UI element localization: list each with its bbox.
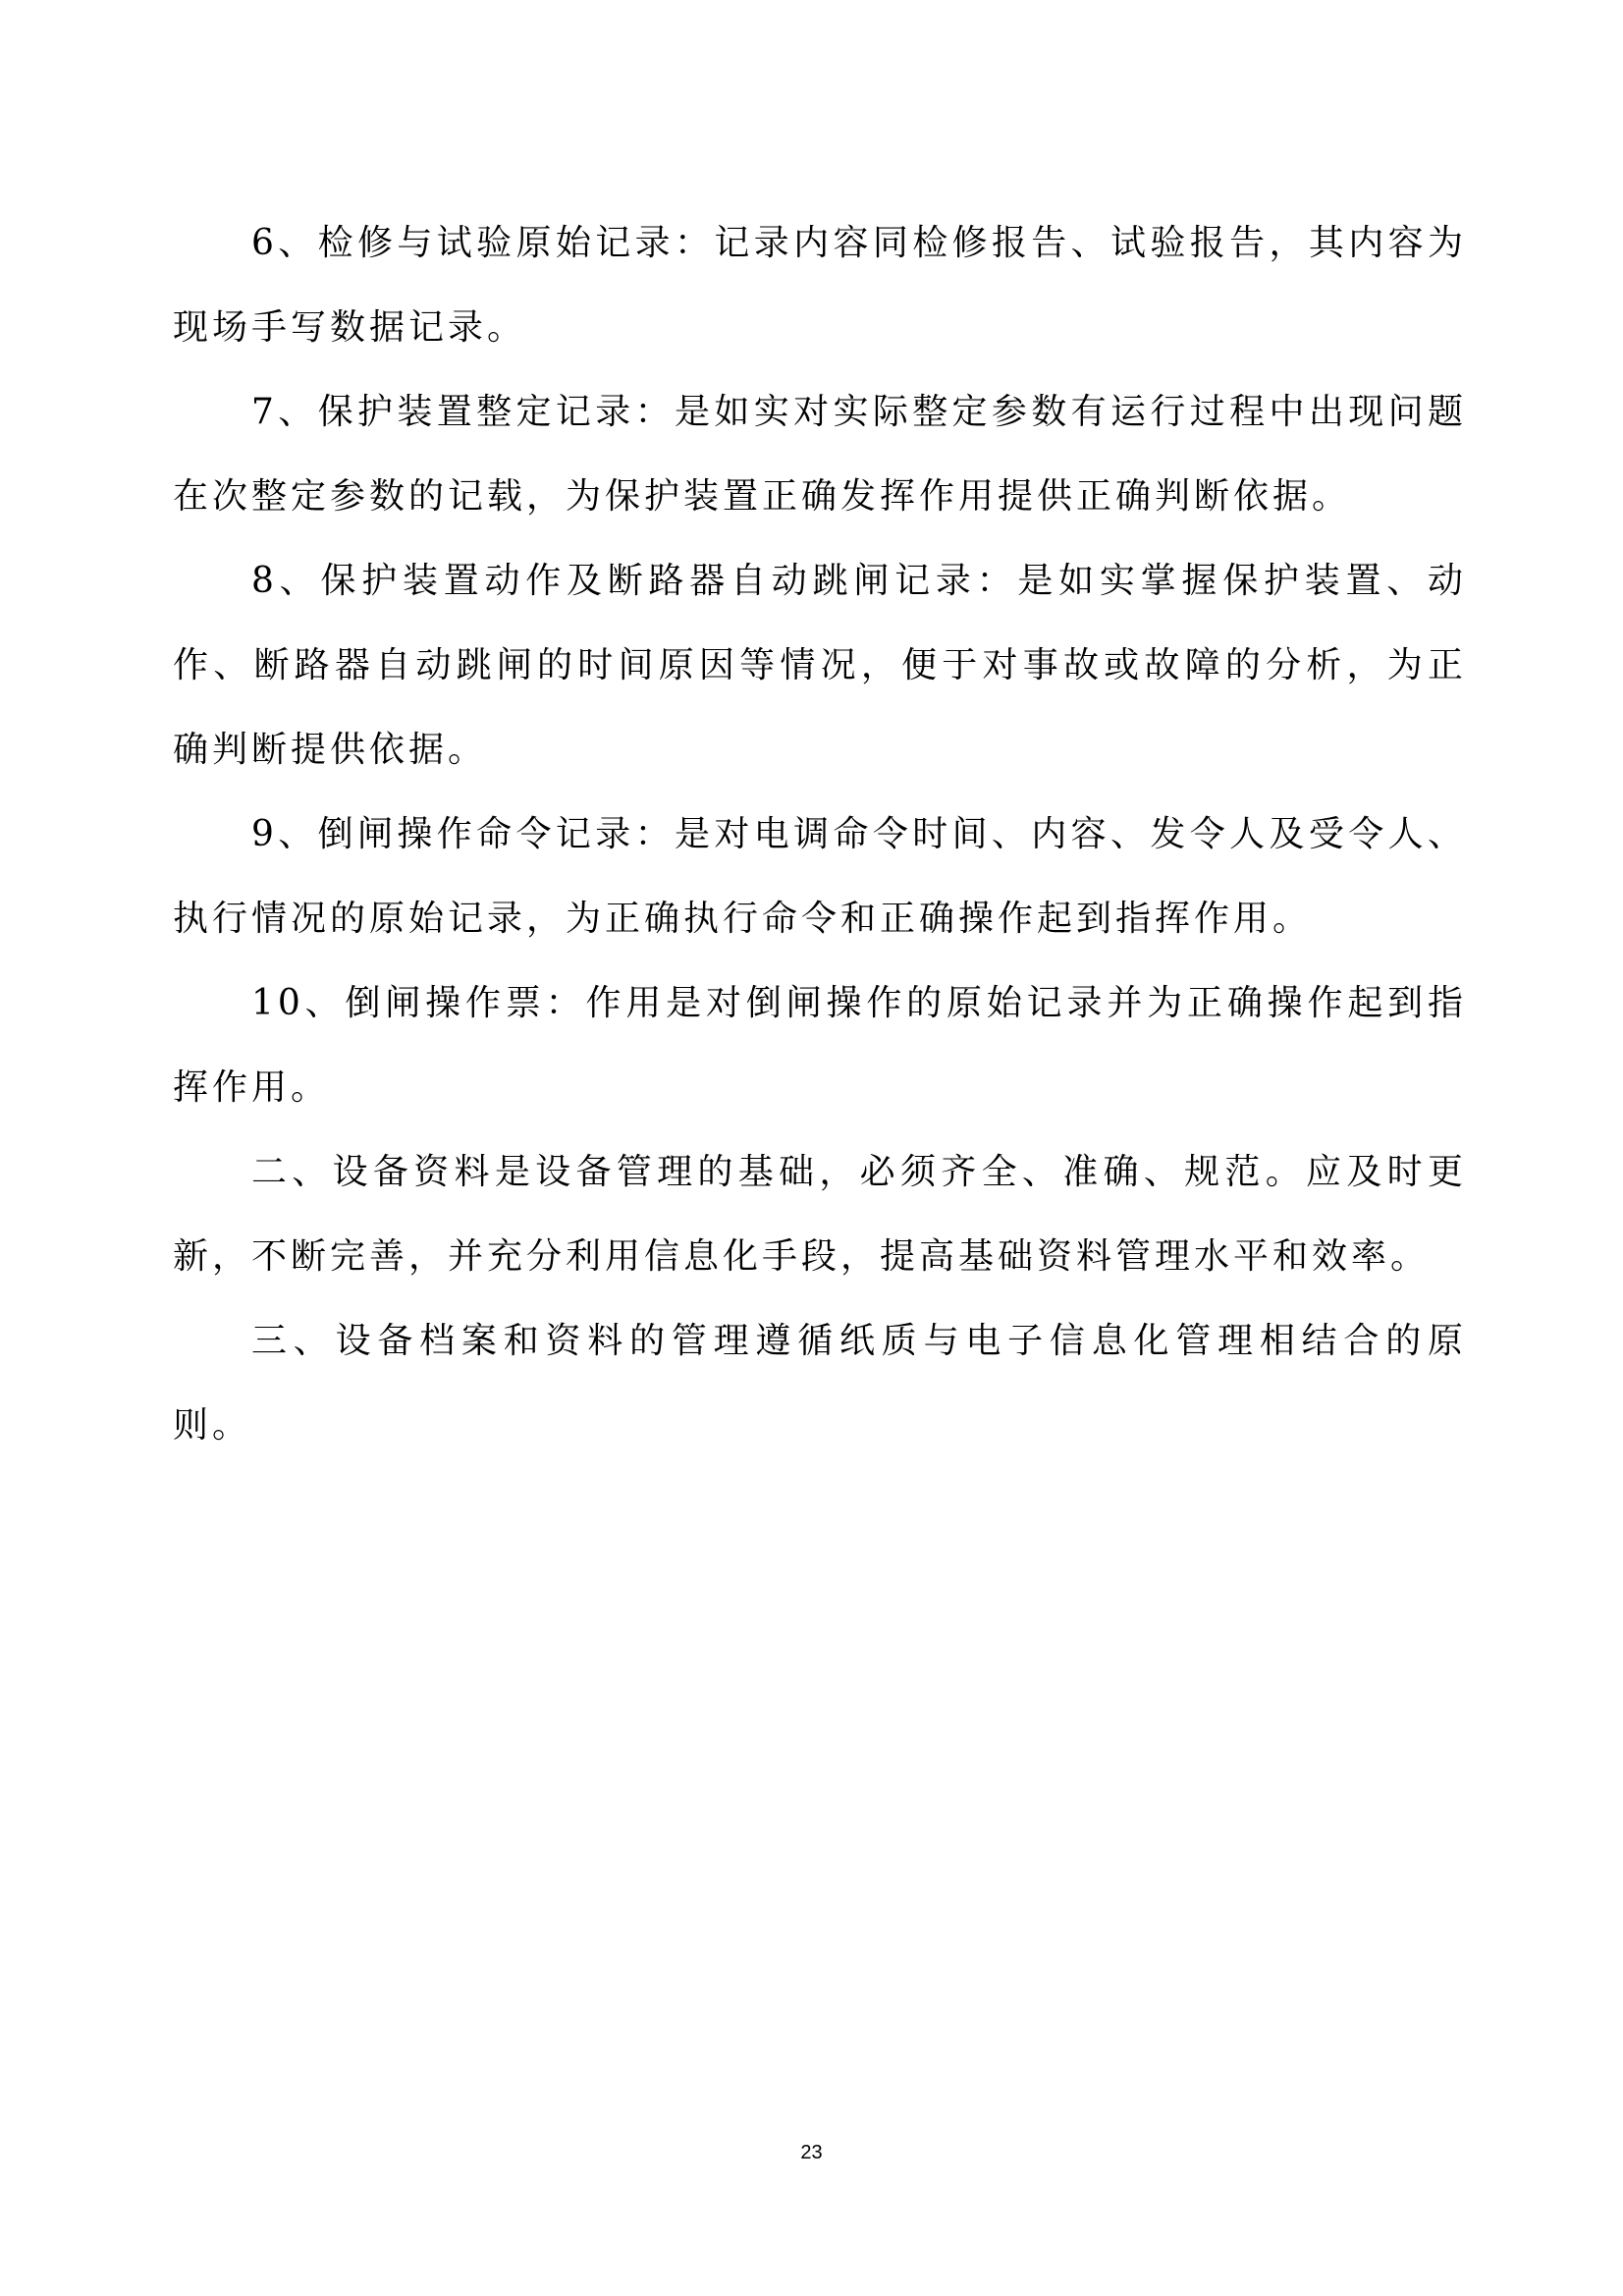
paragraph-item-10-switching-operation-ticket: 10、倒闸操作票：作用是对倒闸操作的原始记录并为正确操作起到指挥作用。 [173,983,1467,1108]
page-number: 23 [800,2142,823,2163]
paragraph-item-8-protection-trip-records: 8、保护装置动作及断路器自动跳闸记录：是如实掌握保护装置、动作、断路器自动跳闸的时间原因等情况，便于对事故或故障的分析，为正确判断提供依据。 [173,561,1467,770]
paragraph-section-2-equipment-data: 二、设备资料是设备管理的基础，必须齐全、准确、规范。应及时更新，不断完善，并充分利用信息化手段，提高基础资料管理水平和效率。 [173,1152,1467,1277]
paragraph-item-9-switching-command-records: 9、倒闸操作命令记录：是对电调命令时间、内容、发令人及受令人、执行情况的原始记录，为正确执行命令和正确操作起到指挥作用。 [173,814,1467,939]
paragraph-item-6-maintenance-test-records: 6、检修与试验原始记录：记录内容同检修报告、试验报告，其内容为现场手写数据记录。 [173,223,1467,348]
paragraph-section-3-archive-management: 三、设备档案和资料的管理遵循纸质与电子信息化管理相结合的原则。 [173,1321,1467,1446]
document-body [173,201,1467,1468]
paragraph-item-7-protection-setting-records: 7、保护装置整定记录：是如实对实际整定参数有运行过程中出现问题在次整定参数的记载，为保护装置正确发挥作用提供正确判断依据。 [173,392,1467,517]
